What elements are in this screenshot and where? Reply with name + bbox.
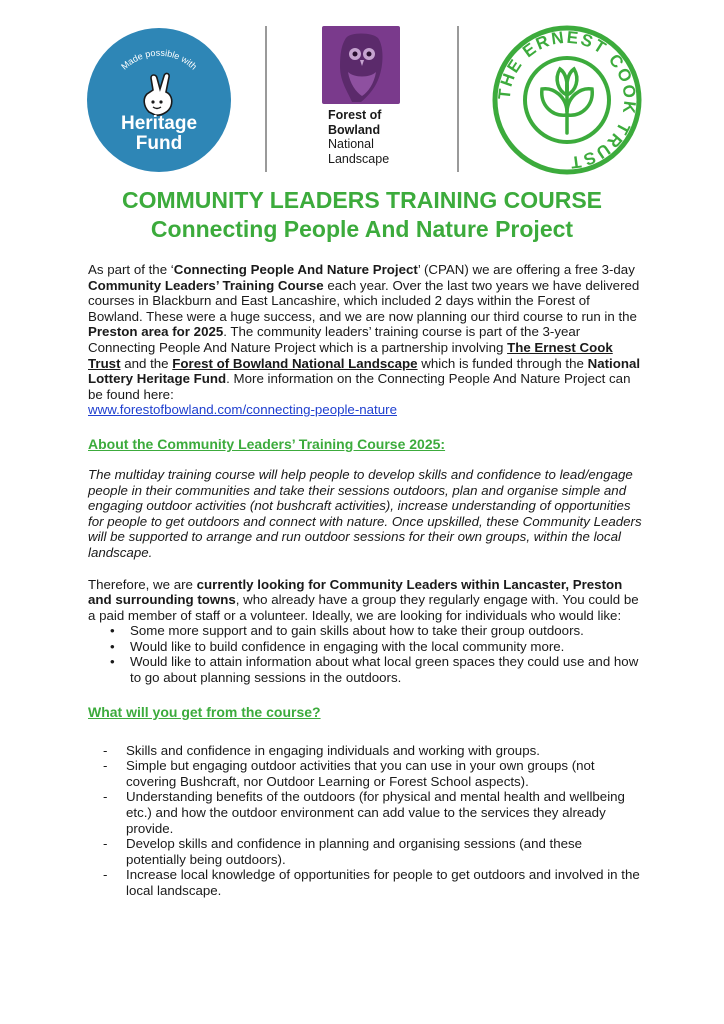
page-title <box>0 186 724 244</box>
logo-header <box>0 0 724 180</box>
title-line2: Connecting People And Nature Project <box>150 216 574 242</box>
ernest-cook-trust-emblem <box>492 25 642 175</box>
forest-of-bowland-logo <box>322 26 402 172</box>
benefits-list <box>88 743 644 899</box>
benefits-heading: What will you get from the course? <box>88 703 321 720</box>
list-item: • Would like to build confidence in engaging with the local community more. <box>88 639 644 655</box>
list-item: - Skills and confidence in engaging individuals and working with groups. <box>88 743 644 759</box>
intro-bold: National Lottery Heritage Fund <box>88 355 641 387</box>
wants-list <box>88 623 644 685</box>
intro-paragraph <box>88 262 644 418</box>
looking-text: Therefore, we are <box>88 576 197 592</box>
bowland-line4: Landscape <box>328 151 390 166</box>
crossed-fingers-icon <box>131 72 187 116</box>
bowland-line2: Bowland <box>328 122 381 137</box>
ernest-cook-trust-logo <box>492 25 642 175</box>
intro-text: ’ (CPAN) we are offering a free 3-day <box>417 262 635 277</box>
heritage-title-line2: Fund <box>135 133 183 154</box>
list-item: - Understanding benefits of the outdoors (for physical and mental health and wellbeing etc.) and how the outdoor environment can add value to the services they already provide. <box>88 789 644 836</box>
heritage-arc-text: Made possible with <box>119 47 199 72</box>
intro-text: and the <box>120 355 173 371</box>
list-item: - Increase local knowledge of opportunities for people to get outdoors and involved in the local landscape. <box>88 867 644 898</box>
intro-bold: Preston area for 2025 <box>88 324 224 340</box>
looking-bold: currently looking for Community Leaders within Lancaster, Preston and surrounding towns <box>88 576 623 608</box>
list-item: • Some more support and to gain skills about how to take their group outdoors. <box>88 623 644 639</box>
bowland-line3: National <box>328 137 374 151</box>
bowland-ref: Forest of Bowland National Landscape <box>172 355 418 371</box>
owl-emblem <box>322 26 400 104</box>
ernest-ring-text: THE ERNEST COOK TRUST <box>494 27 640 173</box>
list-item: - Simple but engaging outdoor activities that you can use in your own groups (not covering Bushcraft, nor Outdoor Learning or Forest School aspects). <box>88 758 644 789</box>
about-heading: About the Community Leaders’ Training Course 2025: <box>88 435 446 452</box>
intro-text: As part of the ‘ <box>88 262 174 277</box>
cpan-link[interactable]: www.forestofbowland.com/connecting-people-nature <box>88 402 397 418</box>
looking-paragraph <box>88 577 644 624</box>
document-body <box>88 262 644 899</box>
heritage-title-line1: Heritage <box>120 113 198 134</box>
bowland-logo-text <box>328 108 389 166</box>
logo-divider <box>265 26 267 172</box>
intro-bold: Connecting People And Nature Project <box>173 262 418 277</box>
intro-text: . More information on the Connecting People And Nature Project can be found here: <box>88 371 631 402</box>
bowland-line1: Forest of <box>328 108 382 122</box>
list-item: • Would like to attain information about what local green spaces they could use and how to go about planning sessions in the outdoors. <box>88 654 644 685</box>
intro-text: each year. Over the last two years we have delivered courses in Blackburn and East Lancashire, which included 2 days within the Forest of Bowland. These were a huge success, and we are now planning our third course to run in the <box>88 277 640 324</box>
list-item: - Develop skills and confidence in planning and organising sessions (and these potentially being outdoors). <box>88 836 644 867</box>
intro-text: . The community leaders’ training course is part of the 3-year Connecting People And Nature Project which is a partnership involving <box>88 324 581 355</box>
ernest-cook-trust-ref: The Ernest Cook Trust <box>88 339 613 371</box>
logo-divider <box>457 26 459 172</box>
owl-icon <box>322 26 400 104</box>
intro-text: which is funded through the <box>417 355 588 371</box>
looking-text: , who already have a group they regularly engage with. You could be a paid member of staff or a volunteer. Ideally, we are looking for individuals who would like: <box>88 592 639 623</box>
intro-bold: Community Leaders’ Training Course <box>88 277 324 293</box>
leaf-icon <box>542 69 592 133</box>
about-paragraph: The multiday training course will help people to develop skills and confidence to lead/engage people in their communities and take their sessions outdoors, plan and organise simple and engaging outdoor activities (not bushcraft activities), increase understanding of opportunities for people to get outdoors and connect with nature. Once upskilled, these Community Leaders will be supported to arrange and run outdoor sessions for their own groups, within the local landscape. <box>88 466 642 560</box>
title-line1: COMMUNITY LEADERS TRAINING COURSE <box>121 187 603 213</box>
heritage-fund-logo <box>87 28 231 172</box>
